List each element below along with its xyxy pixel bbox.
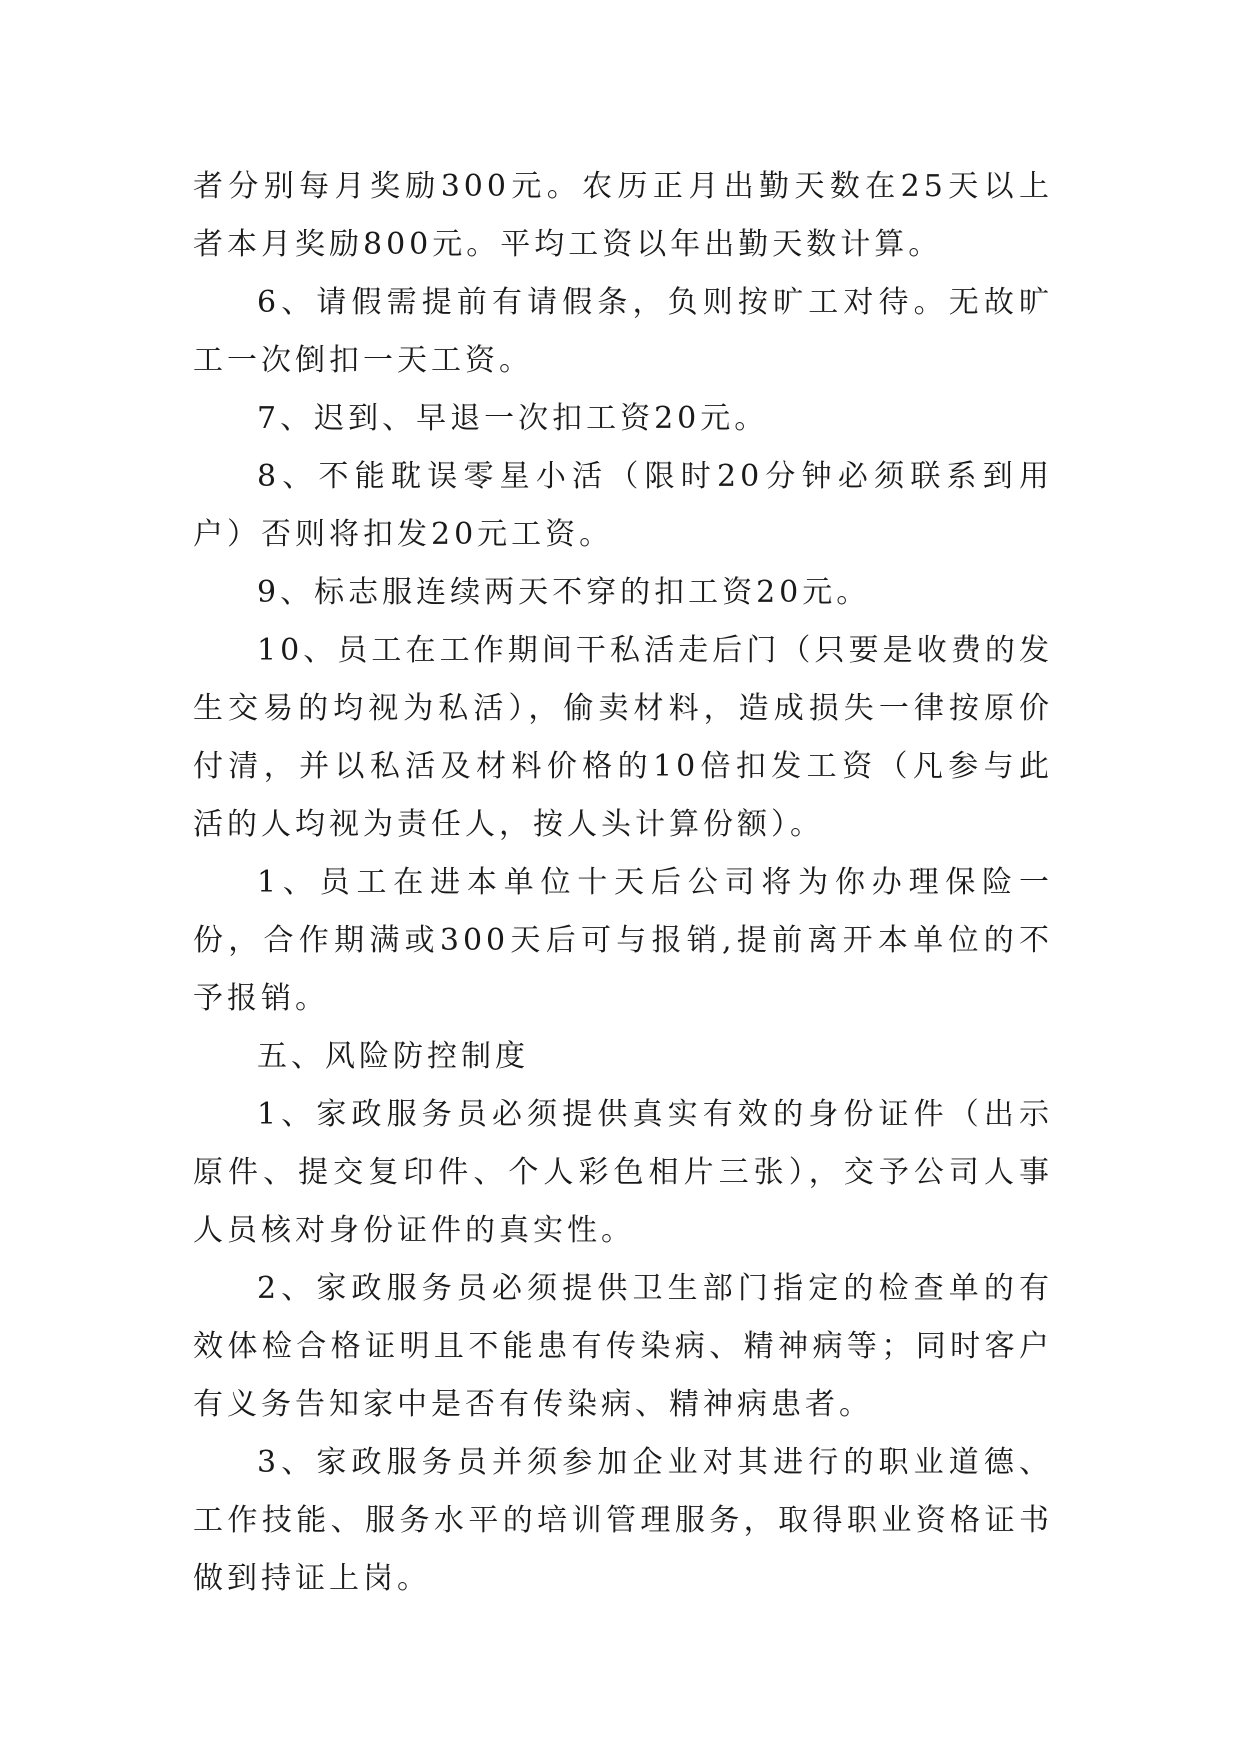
paragraph-rule-6-leave: 6、请假需提前有请假条，负则按旷工对待。无故旷工一次倒扣一天工资。 [193,285,1053,378]
paragraph-rule-8-small-jobs: 8、不能耽误零星小活（限时20分钟必须联系到用户）否则将扣发20元工资。 [193,459,1053,552]
paragraph-reward-continuation: 者分别每月奖励300元。农历正月出勤天数在25天以上者本月奖励800元。平均工资以年出勤天数计算。 [193,169,1053,262]
paragraph-rule-10-private-work: 10、员工在工作期间干私活走后门（只要是收费的发生交易的均视为私活），偷卖材料，造成损失一律按原价付清，并以私活及材料价格的10倍扣发工资（凡参与此活的人均视为责任人，按人头计算份额）。 [193,633,1053,842]
paragraph-risk-2-health: 2、家政服务员必须提供卫生部门指定的检查单的有效体检合格证明且不能患有传染病、精神病等；同时客户有义务告知家中是否有传染病、精神病患者。 [193,1271,1053,1422]
paragraph-risk-1-id: 1、家政服务员必须提供真实有效的身份证件（出示原件、提交复印件、个人彩色相片三张），交予公司人事人员核对身份证件的真实性。 [193,1097,1053,1248]
document-body [193,158,1053,1608]
paragraph-rule-7-late: 7、迟到、早退一次扣工资20元。 [257,401,769,436]
section-heading-risk-control: 五、风险防控制度 [257,1039,529,1074]
paragraph-rule-9-uniform: 9、标志服连续两天不穿的扣工资20元。 [257,575,871,610]
paragraph-insurance: 1、员工在进本单位十天后公司将为你办理保险一份，合作期满或300天后可与报销,提前离开本单位的不予报销。 [193,865,1053,1016]
paragraph-risk-3-training: 3、家政服务员并须参加企业对其进行的职业道德、工作技能、服务水平的培训管理服务，取得职业资格证书做到持证上岗。 [193,1445,1053,1596]
